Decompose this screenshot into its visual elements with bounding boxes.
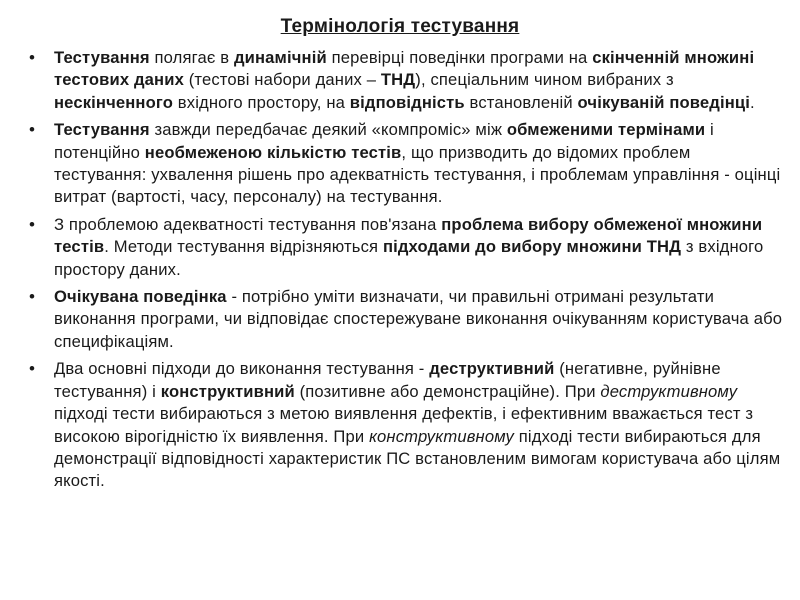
bold-term: скінченній множині тестових даних [54, 48, 755, 90]
text-run: полягає в [149, 48, 234, 67]
text-run: . [750, 92, 755, 112]
text-run: З проблемою адекватності тестування пов'язана [54, 214, 442, 234]
italic-term: конструктивному [369, 426, 514, 446]
text-run: з вхідного простору даних. [54, 237, 764, 279]
text-run: (тестові набори даних – [183, 70, 381, 90]
bold-term: конструктивний [160, 381, 295, 401]
bold-term: необмеженою кількістю тестів [144, 142, 402, 162]
bold-term: Тестування [54, 48, 150, 67]
bold-term: динамічній [233, 48, 327, 67]
text-run: підході тести вибираються для демонстрації відповідності характеристик ПС встановленим вимогам користувача або цілям якості. [54, 426, 781, 491]
text-run: встановленій [464, 92, 578, 112]
bullet-item [54, 119, 786, 209]
bold-term: підходами до вибору множини ТНД [382, 237, 682, 257]
text-run: перевірці поведінки програми на [326, 48, 593, 67]
text-run: ), спеціальним чином вибраних з [415, 70, 674, 90]
bullet-item [54, 286, 786, 353]
bullet-list [54, 47, 786, 498]
bold-term: проблема вибору обмеженої множини тестів [54, 214, 763, 257]
text-run: Два основні підходи до виконання тестування - [54, 359, 430, 379]
bold-term: ТНД [380, 70, 416, 90]
bold-term: деструктивний [429, 359, 555, 379]
bold-term: нескінченного [54, 92, 174, 112]
text-run: (позитивне або демонстраційне). При [294, 381, 601, 401]
slide-title: Термінологія тестування [280, 16, 520, 37]
text-run: підході тести вибираються з метою виявлення дефектів, і ефективним вважається тест з високою вірогідністю їх виявлення. При [54, 404, 754, 446]
text-run: завжди передбачає деякий «компроміс» між [149, 120, 507, 140]
bold-term: очікуваній поведінці [577, 92, 751, 112]
text-run: (негативне, руйнівне тестування) і [54, 359, 721, 401]
text-run: , що призводить до відомих проблем тестування: ухвалення рішень про адекватність тестування, і проблемам управління - оцінці витрат (вартості, часу, персоналу) на тестування. [54, 142, 781, 207]
bold-term: обмеженими термінами [506, 120, 706, 140]
bullet-item [54, 358, 786, 492]
text-run: . Методи тестування відрізняються [104, 237, 383, 257]
text-run: і потенційно [54, 120, 714, 162]
text-run: вхідного простору, на [173, 92, 350, 112]
bold-term: Тестування [54, 120, 150, 140]
text-run: - потрібно уміти визначати, чи правильні отримані результати виконання програми, чи відповідає спостережуване виконання очікуванням користувача або специфікаціям. [54, 287, 783, 351]
italic-term: деструктивному [600, 381, 738, 401]
bullet-item [54, 214, 786, 281]
bold-term: Очікувана поведінка [54, 287, 227, 307]
bullet-item [54, 47, 786, 114]
bold-term: відповідність [349, 92, 465, 112]
